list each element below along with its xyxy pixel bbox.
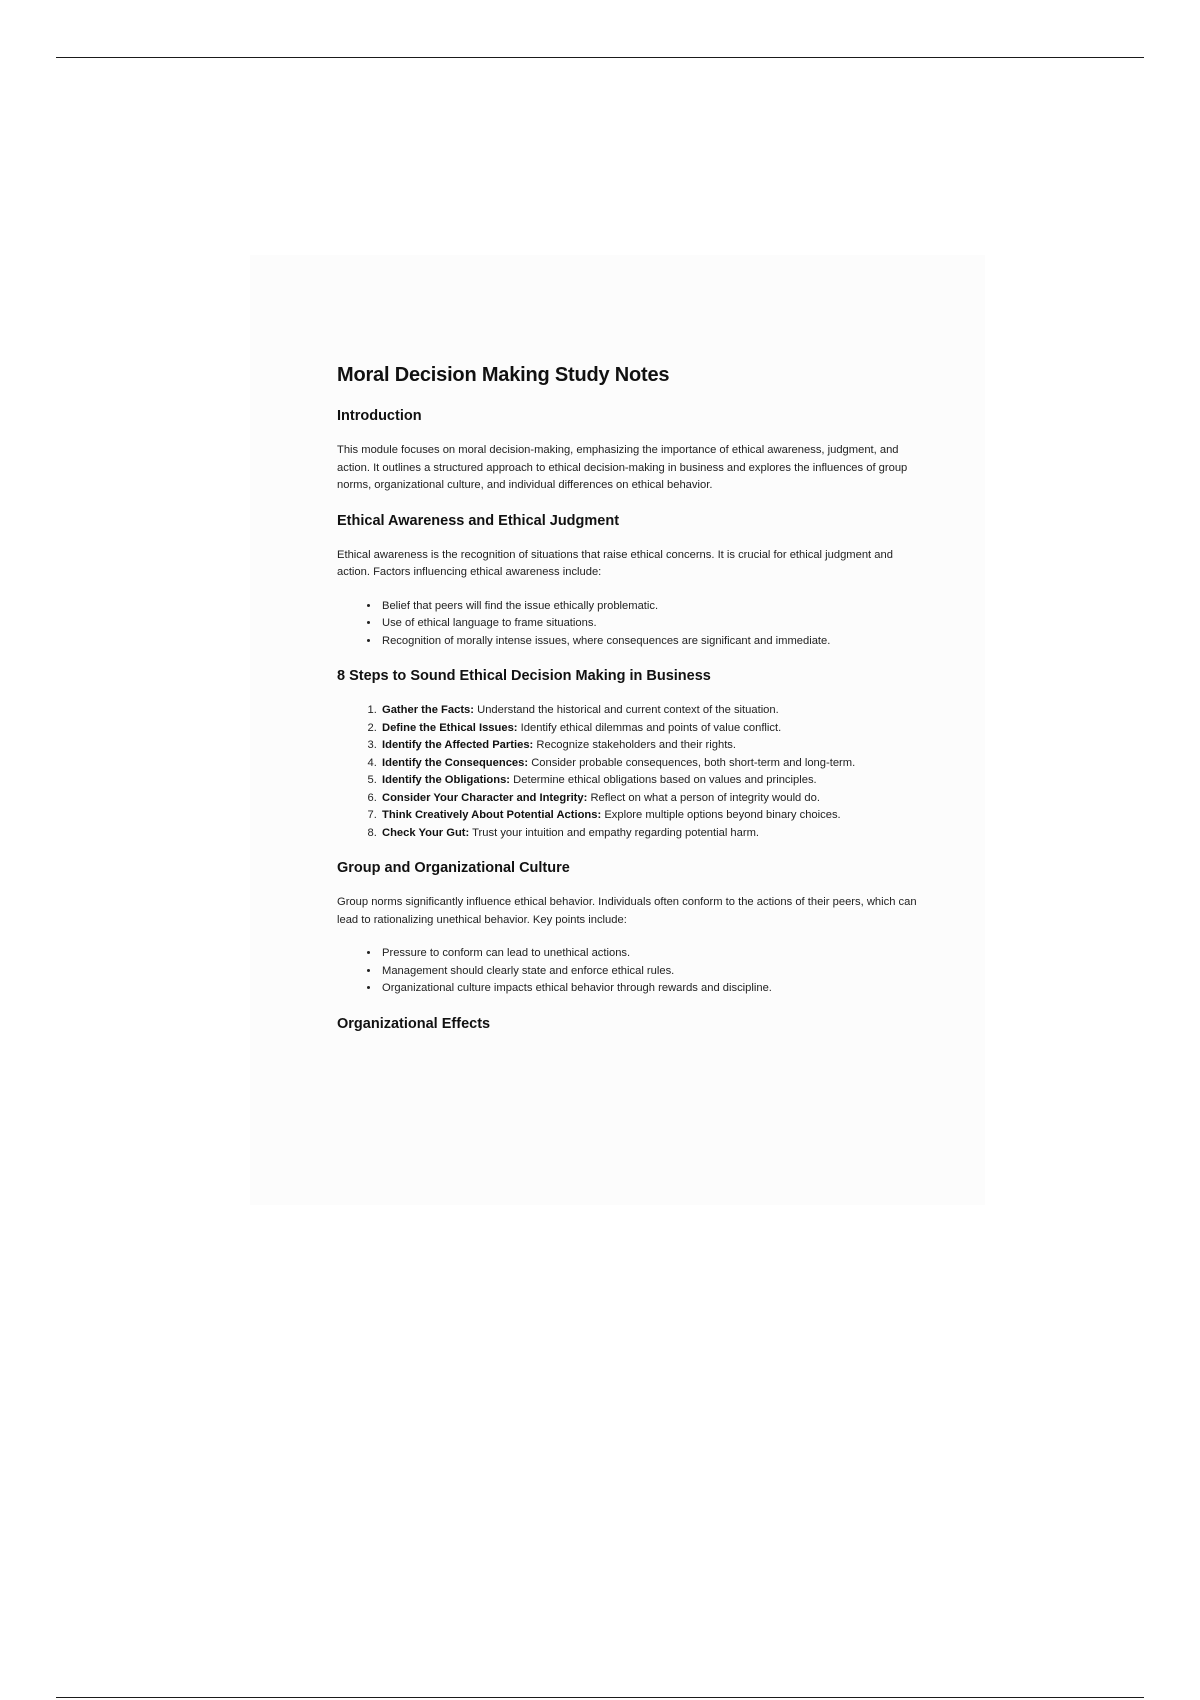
awareness-bullet-list bbox=[337, 598, 917, 651]
document-title: Moral Decision Making Study Notes bbox=[337, 364, 670, 386]
list-item: • Pressure to conform can lead to unethical actions. bbox=[380, 945, 917, 963]
section-heading-culture: Group and Organizational Culture bbox=[337, 860, 570, 876]
culture-paragraph: Group norms significantly influence ethical behavior. Individuals often conform to the actions of their peers, which can lead to rationalizing unethical behavior. Key points include: bbox=[337, 896, 917, 926]
awareness-paragraph: Ethical awareness is the recognition of situations that raise ethical concerns. It is crucial for ethical judgment and action. Factors influencing ethical awareness include: bbox=[337, 548, 893, 578]
step-description: Determine ethical obligations based on values and principles. bbox=[510, 774, 817, 786]
step-term: Consider Your Character and Integrity: bbox=[382, 791, 588, 804]
section-heading-introduction: Introduction bbox=[337, 408, 422, 424]
step-description: Consider probable consequences, both short-term and long-term. bbox=[528, 756, 856, 769]
list-item: • Belief that peers will find the issue ethically problematic. bbox=[380, 598, 917, 616]
list-item: • Recognition of morally intense issues, where consequences are significant and immediate. bbox=[380, 633, 917, 651]
step-description: Trust your intuition and empathy regarding potential harm. bbox=[469, 826, 760, 839]
list-item bbox=[380, 790, 917, 808]
step-term: Gather the Facts: bbox=[382, 704, 475, 716]
list-item bbox=[380, 737, 917, 755]
step-description: Explore multiple options beyond binary choices. bbox=[601, 809, 841, 821]
step-description: Identify ethical dilemmas and points of value conflict. bbox=[517, 721, 782, 734]
list-item: • Management should clearly state and enforce ethical rules. bbox=[380, 963, 917, 981]
steps-numbered-list bbox=[337, 702, 917, 842]
section-heading-effects: Organizational Effects bbox=[337, 1015, 491, 1032]
list-item bbox=[380, 807, 917, 825]
introduction-paragraph: This module focuses on moral decision-making, emphasizing the importance of ethical awareness, judgment, and action. It outlines a structured approach to ethical decision-making in business and explores the influences of group norms, organizational culture, and individual differences on ethical behavior. bbox=[337, 444, 908, 491]
step-term: Identify the Consequences: bbox=[382, 756, 529, 769]
section-heading-steps: 8 Steps to Sound Ethical Decision Making in Business bbox=[337, 668, 711, 684]
culture-bullet-list bbox=[337, 945, 917, 998]
list-item bbox=[380, 772, 917, 790]
step-description: Understand the historical and current context of the situation. bbox=[474, 704, 779, 716]
top-divider bbox=[56, 57, 1144, 58]
step-term: Think Creatively About Potential Actions: bbox=[382, 809, 602, 821]
step-term: Check Your Gut: bbox=[382, 826, 470, 839]
step-description: Reflect on what a person of integrity would do. bbox=[587, 791, 820, 804]
list-item: • Use of ethical language to frame situations. bbox=[380, 615, 917, 633]
list-item bbox=[380, 702, 917, 720]
step-term: Identify the Obligations: bbox=[382, 774, 511, 786]
bottom-divider bbox=[56, 1697, 1144, 1698]
list-item: • Organizational culture impacts ethical behavior through rewards and discipline. bbox=[380, 980, 917, 998]
section-heading-awareness: Ethical Awareness and Ethical Judgment bbox=[337, 512, 620, 529]
list-item bbox=[380, 720, 917, 738]
list-item bbox=[380, 825, 917, 843]
document-content bbox=[337, 362, 917, 1050]
step-description: Recognize stakeholders and their rights. bbox=[533, 739, 737, 751]
step-term: Define the Ethical Issues: bbox=[382, 721, 518, 734]
step-term: Identify the Affected Parties: bbox=[382, 739, 534, 751]
list-item bbox=[380, 755, 917, 773]
